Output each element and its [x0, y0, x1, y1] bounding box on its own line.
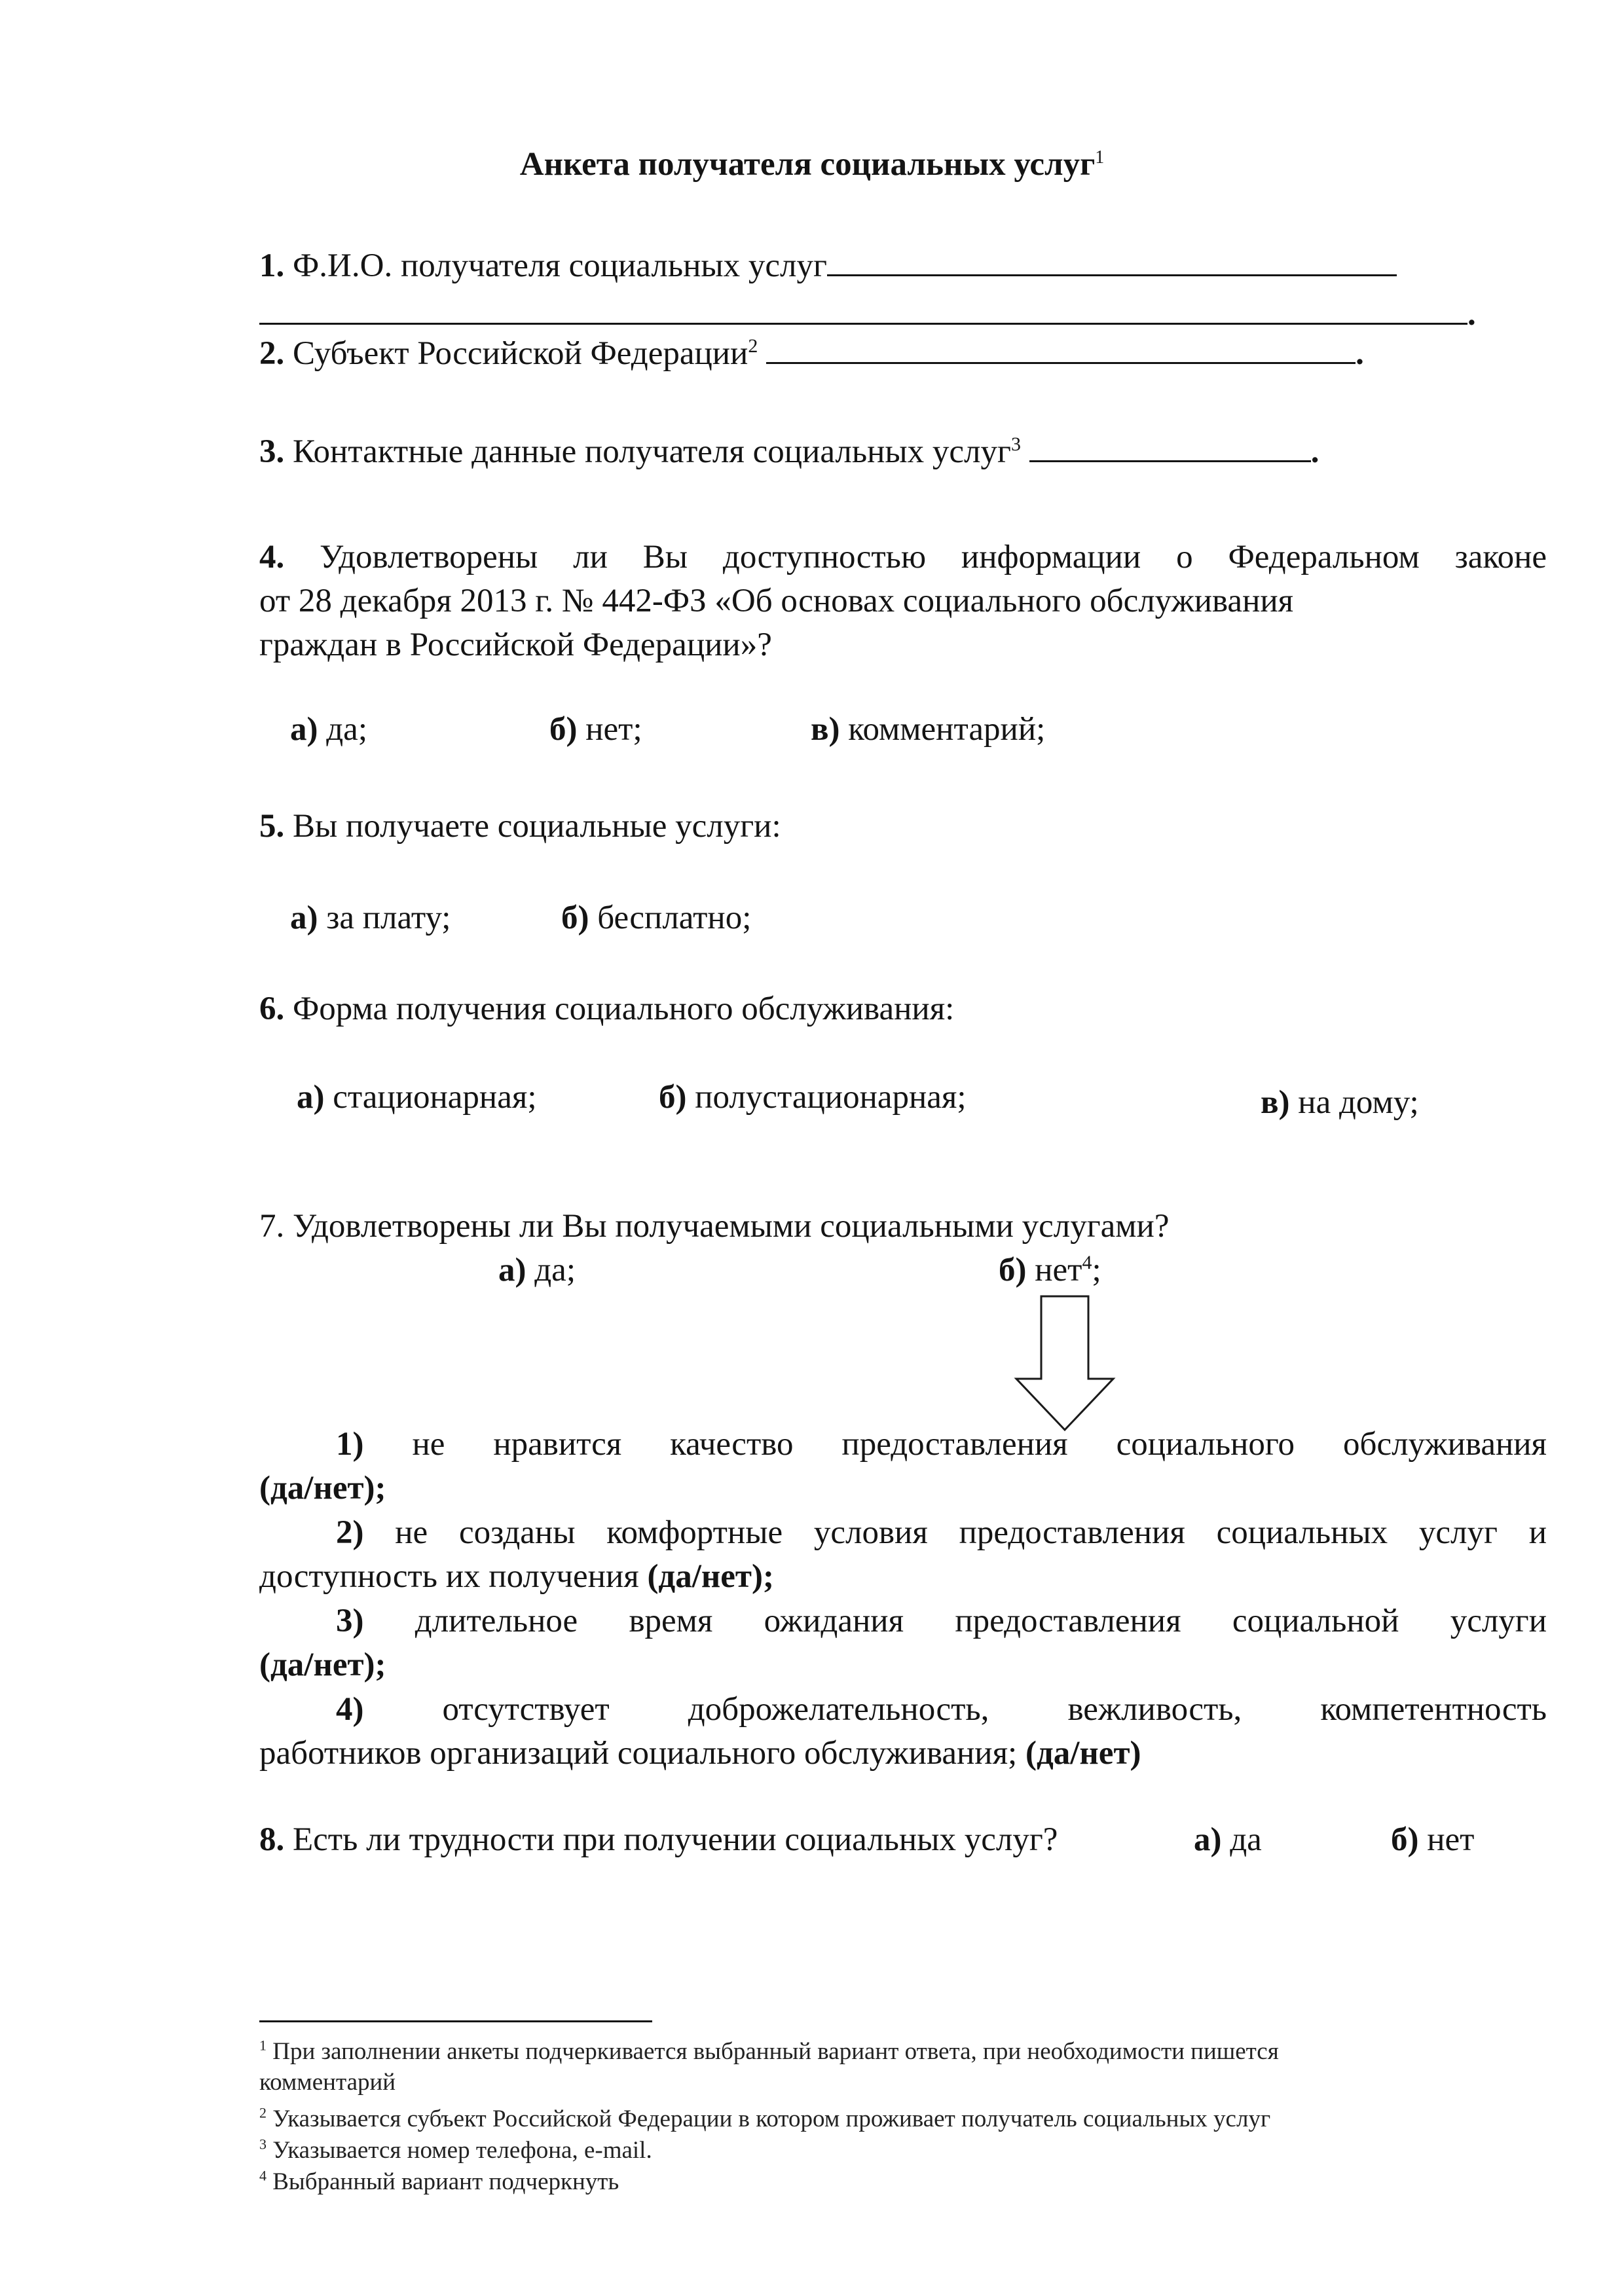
question-text-line-3: граждан в Российской Федерации»?: [259, 627, 772, 663]
question-number: 4.: [259, 539, 285, 575]
question-text-line-2: от 28 декабря 2013 г. № 442-ФЗ «Об основах социального обслуживания: [259, 583, 1294, 619]
footnote-ref: 4: [1082, 1252, 1092, 1273]
question-text: Контактные данные получателя социальных услуг: [293, 433, 1011, 470]
down-arrow-icon: [1012, 1295, 1116, 1434]
line-end-period: .: [1356, 335, 1364, 372]
q7-reason-3[interactable]: 3) длительное время ожидания предоставления социальной услуги (да/нет);: [259, 1603, 1547, 1683]
question-1-continuation: [259, 293, 1476, 337]
question-1: [259, 244, 1397, 288]
q5-option-a[interactable]: а) за плату;: [290, 900, 451, 936]
question-text-line-1: 4. Удовлетворены ли Вы доступностью информации о Федеральном законе: [259, 539, 1547, 575]
question-number: 5.: [259, 808, 285, 845]
line-end-period: .: [1467, 296, 1476, 333]
q4-option-c[interactable]: в) комментарий;: [811, 711, 1046, 748]
question-2: [259, 332, 1364, 376]
footnote-4: $^4$ Выбранный вариант подчеркнуть: [259, 2167, 619, 2195]
q7-option-a[interactable]: а) да;: [498, 1252, 576, 1288]
questionnaire-title: [0, 145, 1624, 183]
question-6: [259, 987, 954, 1031]
question-7: [259, 1205, 1169, 1248]
question-text: Есть ли трудности при получении социальных услуг?: [293, 1821, 1058, 1858]
q8-option-b[interactable]: б) нет: [1391, 1821, 1475, 1858]
question-5: [259, 805, 781, 848]
footnote-2: $^2$ Указывается субъект Российской Федерации в котором проживает получатель социальных услуг: [259, 2104, 1271, 2132]
q5-option-b[interactable]: б) бесплатно;: [561, 900, 752, 936]
q7-reason-2[interactable]: 2) не созданы комфортные условия предоставления социальных услуг и доступность их получения (да/нет);: [259, 1514, 1547, 1595]
q4-option-b[interactable]: б) нет;: [549, 711, 642, 748]
question-3: [259, 430, 1319, 474]
question-number: 3.: [259, 433, 285, 470]
question-number: 8.: [259, 1821, 285, 1858]
q6-option-b[interactable]: б) полустационарная;: [659, 1079, 967, 1116]
q8-option-a[interactable]: а) да: [1194, 1821, 1262, 1858]
question-8: [259, 1818, 1058, 1862]
q7-reason-1[interactable]: 1) не нравится качество предоставления социального обслуживания (да/нет);: [259, 1426, 1547, 1506]
q6-option-a[interactable]: а) стационарная;: [297, 1079, 537, 1116]
footnote-separator: [259, 2020, 652, 2022]
q6-option-c[interactable]: в) на дому;: [1261, 1084, 1419, 1121]
title-text: Анкета получателя социальных услуг: [519, 146, 1096, 183]
question-text: Вы получаете социальные услуги:: [293, 808, 781, 845]
q4-option-a[interactable]: а) да;: [290, 711, 367, 748]
title-footnote-ref: 1: [1095, 147, 1105, 168]
q7-option-b[interactable]: б) нет$^4$;: [999, 1252, 1101, 1288]
question-text: Форма получения социального обслуживания:: [293, 991, 955, 1027]
question-number: 6.: [259, 991, 285, 1027]
question-4: [259, 536, 1547, 667]
region-input-line[interactable]: [766, 359, 1356, 364]
q7-reason-4[interactable]: 4) отсутствует доброжелательность, вежливость, компетентность работников организаций социального обслуживания; (да/нет): [259, 1691, 1547, 1772]
question-number: 7.: [259, 1208, 285, 1245]
question-text: Субъект Российской Федерации: [293, 335, 748, 372]
footnote-ref: 2: [748, 335, 758, 357]
line-end-period: .: [1310, 433, 1320, 470]
contact-input-line[interactable]: [1029, 458, 1311, 462]
name-input-line-2[interactable]: [259, 320, 1467, 325]
question-number: 2.: [259, 335, 285, 372]
question-text: Ф.И.О. получателя социальных услуг: [293, 247, 827, 284]
question-text: Удовлетворены ли Вы получаемыми социальными услугами?: [293, 1208, 1170, 1245]
question-number: 1.: [259, 247, 285, 284]
name-input-line[interactable]: [827, 272, 1397, 276]
footnote-ref: 3: [1010, 433, 1021, 455]
footnote-3: $^3$ Указывается номер телефона, e-mail.: [259, 2136, 652, 2164]
footnote-1: $^1$ При заполнении анкеты подчеркивается выбранный вариант ответа, при необходимости пишется комментарий: [259, 2037, 1279, 2096]
